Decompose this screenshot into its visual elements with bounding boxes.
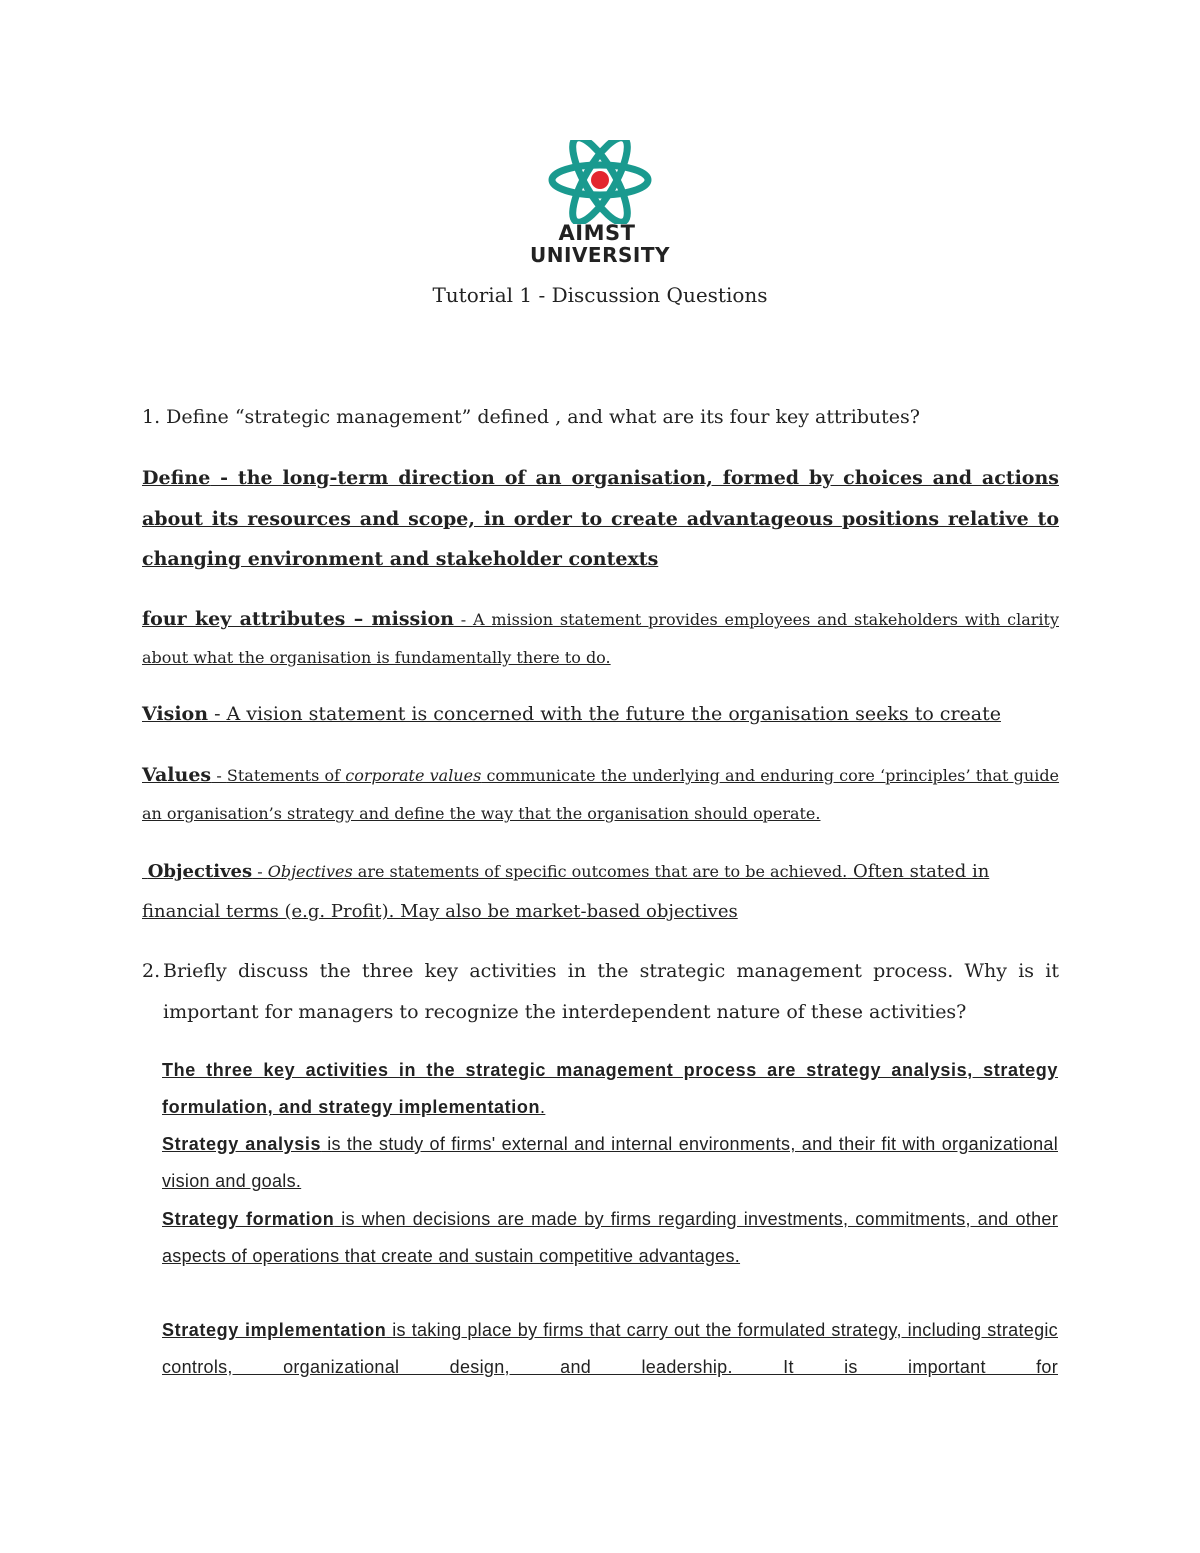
mission-separator: -: [453, 610, 473, 629]
atom-icon: [548, 140, 652, 224]
strategy-implementation-text: is taking place by firms that carry out the formulated strategy, including strategic controls, organizational design, and leadership. It is important for: [162, 1320, 1058, 1377]
answer-strategy-formation: [162, 1201, 1058, 1275]
attribute-values: [142, 756, 1059, 833]
definition-label: Define: [142, 467, 211, 489]
answer-intro: [162, 1052, 1058, 1126]
attribute-objectives: [142, 852, 1059, 932]
strategy-implementation-label: Strategy implementation: [162, 1320, 387, 1340]
strategy-formation-label: Strategy formation: [162, 1209, 335, 1229]
document-title: Tutorial 1 - Discussion Questions: [432, 283, 768, 307]
answer-intro-text: The three key activities in the strategic management process are strategy analysis, strategy formulation, and strategy implementation: [162, 1060, 1058, 1117]
strategy-analysis-label: Strategy analysis: [162, 1134, 322, 1154]
university-logo: [510, 140, 690, 270]
objectives-separator: -: [252, 862, 268, 881]
question-1: 1. Define “strategic management” defined , and what are its four key attributes?: [142, 406, 920, 428]
answer-strategy-implementation: [162, 1312, 1058, 1386]
values-text-post: communicate the underlying and enduring core ‘principles’ that guide an organisation’s strategy and define the way that the organisation should operate.: [142, 766, 1060, 823]
vision-text: A vision statement is concerned with the future the organisation seeks to create: [226, 703, 1001, 725]
definition-paragraph: [142, 458, 1059, 580]
values-text-pre: Statements of: [226, 766, 346, 785]
question-2: [142, 951, 1059, 1033]
values-italic: corporate values: [345, 766, 482, 785]
objectives-label: Objectives: [147, 861, 253, 882]
mission-text: A mission statement provides employees and stakeholders with clarity about what the organisation is fundamentally there to do.: [142, 610, 1060, 667]
attribute-vision: [142, 695, 1059, 733]
logo-text-aimst: AIMST: [558, 221, 636, 245]
logo-text-university: UNIVERSITY: [530, 243, 670, 267]
attribute-mission: [142, 600, 1059, 677]
question-2-text: Briefly discuss the three key activities in the strategic management process. Why is it important for managers to recognize the interdependent nature of these activities?: [163, 960, 1059, 1023]
vision-separator: -: [208, 703, 227, 725]
values-separator: -: [211, 766, 227, 785]
question-2-number: 2.: [142, 960, 161, 982]
strategy-analysis-text: is the study of firms' external and internal environments, and their fit with organizational vision and goals.: [162, 1134, 1058, 1191]
vision-label: Vision: [142, 703, 209, 725]
values-label: Values: [142, 764, 212, 786]
objectives-text-1: are statements of specific outcomes that are to be achieved.: [352, 862, 848, 881]
answer-strategy-analysis: [162, 1126, 1058, 1200]
objectives-text-2: Often stated in financial terms (e.g. Profit). May also be market-based objectives: [142, 861, 990, 922]
objectives-italic: Objectives: [267, 862, 353, 881]
mission-label: four key attributes – mission: [142, 608, 454, 630]
answer-intro-end: .: [540, 1097, 546, 1117]
strategy-formation-text: is when decisions are made by firms regarding investments, commitments, and other aspects of operations that create and sustain competitive advantages.: [162, 1209, 1059, 1266]
definition-text: - the long-term direction of an organisation, formed by choices and actions about its resources and scope, in order to create advantageous positions relative to changing environment and stakeholder contexts: [142, 467, 1059, 570]
